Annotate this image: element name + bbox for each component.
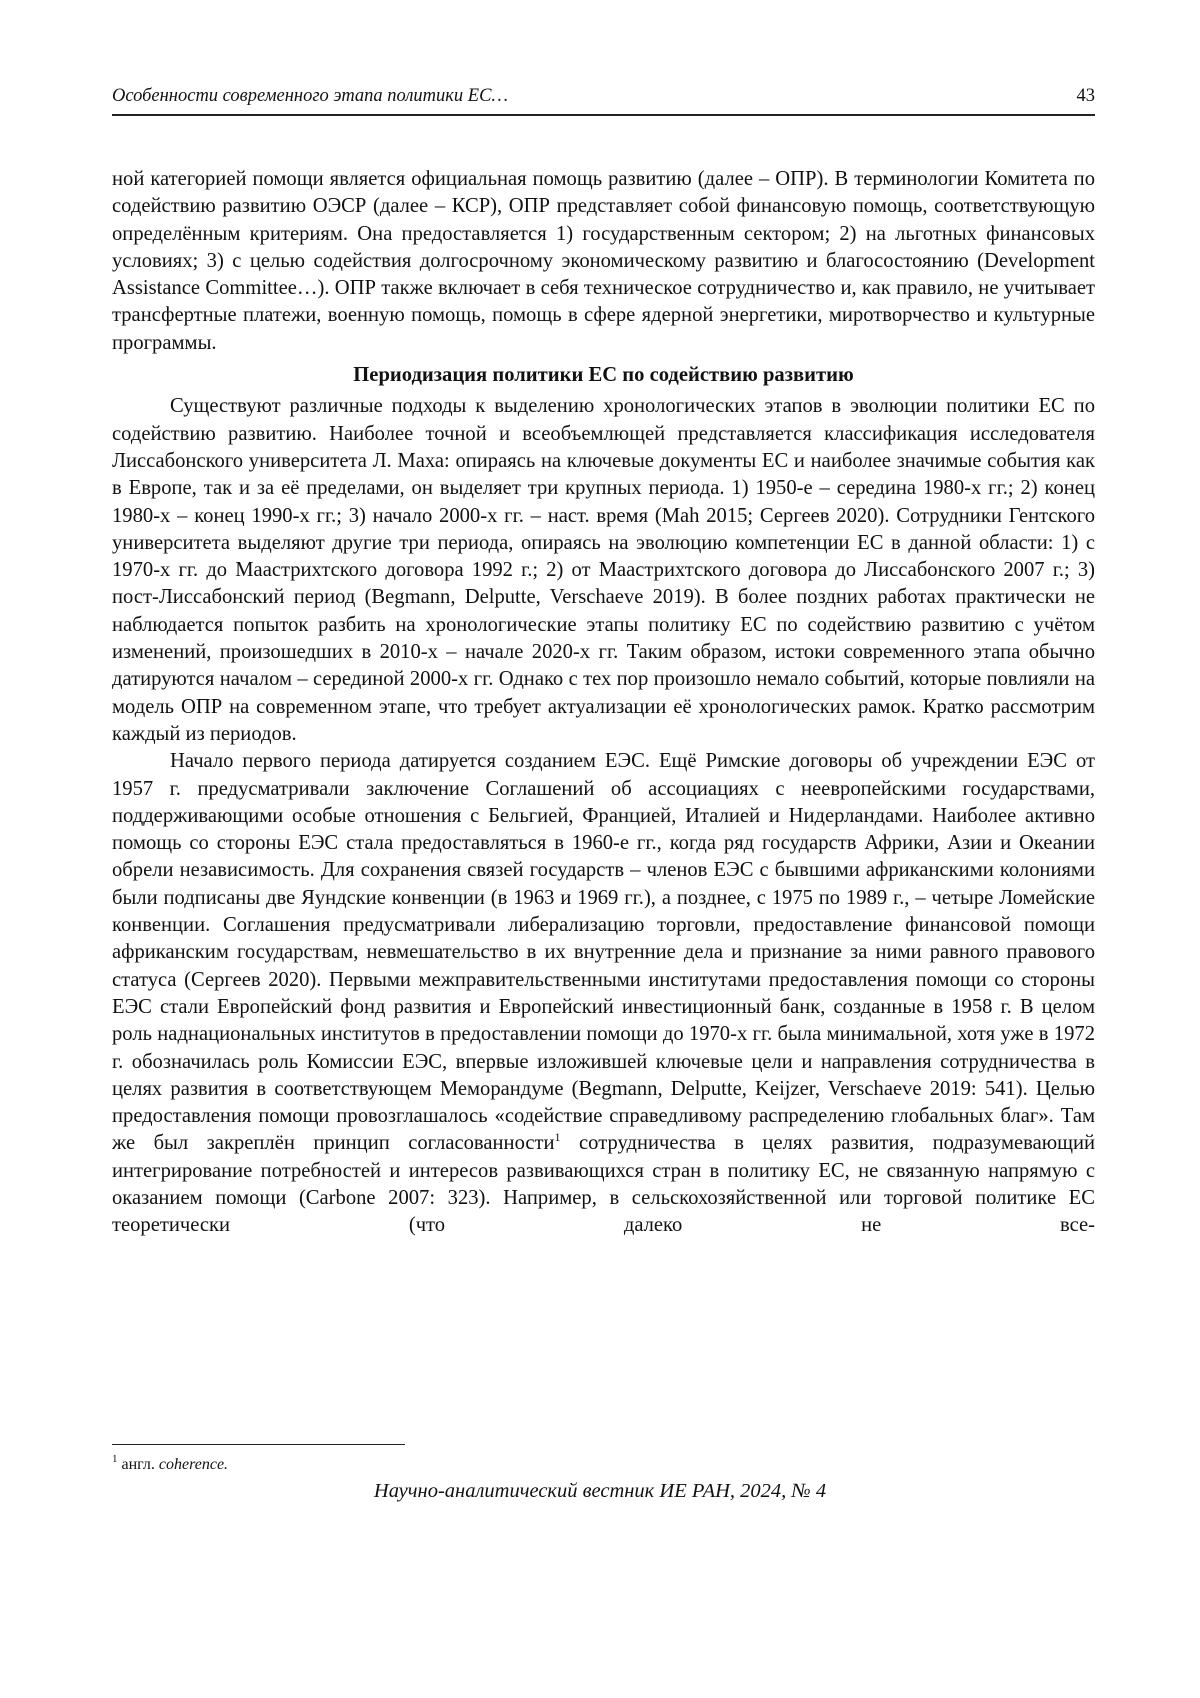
running-title: Особенности современного этапа политики ЕС…: [112, 86, 508, 106]
footnote-divider: [112, 1444, 405, 1445]
footnote-term: coherence.: [158, 1456, 229, 1473]
footnote-ref[interactable]: 1: [554, 1130, 561, 1145]
paragraph-periodization: Существуют различные подходы к выделению хронологических этапов в эволюции политики ЕС по содействию развитию. Наиболее точной и всеобъемлющей представляется классификация исследователя Лиссабонского университета Л. Маха: опираясь на ключевые документы ЕС и наиболее значимые события как в Европе, так и за её пределами, он выделяет три крупных периода. 1) 1950-е – середина 1980-х гг.; 2) конец 1980-х – конец 1990-х гг.; 3) начало 2000-х гг. – наст. время (Mah 2015; Сергеев 2020). Сотрудники Гентского университета выделяют другие три периода, опираясь на эволюцию компетенции ЕС в данной области: 1) с 1970-х гг. до Маастрихтского договора 1992 г.; 2) от Маастрихтского договора до Лиссабонского 2007 г.; 3) пост-Лиссабонский период (Begmann, Delputte, Verschaeve 2019). В более поздних работах практически не наблюдается попыток разбить на хронологические этапы политику ЕС по содействию развитию с учётом изменений, произошедших в 2010-х – начале 2020-х гг. Таким образом, истоки современного этапа обычно датируются началом – серединой 2000-х гг. Однако с тех пор произошло немало событий, которые повлияли на модель ОПР на современном этапе, что требует актуализации её хронологических рамок. Кратко рассмотрим каждый из периодов.: [112, 395, 1095, 745]
footnote-prefix: англ.: [121, 1456, 159, 1473]
running-header: [112, 84, 1095, 116]
section-heading: Периодизация политики ЕС по содействию развитию: [353, 364, 854, 387]
paragraph-first-period-text-a: Начало первого периода датируется созданием ЕЭС. Ещё Римские договоры об учреждении ЕЭС от 1957 г. предусматривали заключение Соглашений об ассоциациях с неевропейскими государствами, поддерживающими особые отношения с Бельгией, Францией, Италией и Нидерландами. Наиболее активно помощь со стороны ЕЭС стала предоставляться в 1960-е гг., когда ряд государств Африки, Азии и Океании обрели независимость. Для сохранения связей государств – членов ЕЭС с бывшими африканскими колониями были подписаны две Яундские конвенции (в 1963 и 1969 гг.), а позднее, с 1975 по 1989 г., – четыре Ломейские конвенции. Соглашения предусматривали либерализацию торговли, предоставление финансовой помощи африканским государствам, невмешательство в их внутренние дела и признание за ними равного правового статуса (Сергеев 2020). Первыми межправительственными институтами предоставления помощи со стороны ЕЭС стали Европейский фонд развития и Европейский инвестиционный банк, созданные в 1958 г. В целом роль наднациональных институтов в предоставлении помощи до 1970-х гг. была минимальной, хотя уже в 1972 г. обозначилась роль Комиссии ЕЭС, впервые изложившей ключевые цели и направления сотрудничества в целях развития в соответствующем Меморандуме (Begmann, Delputte, Keijzer, Verschaeve 2019: 541). Целью предоставления помощи провозглашалось «содействие справедливому распределению глобальных благ». Там же был закреплён принцип согласованности: [112, 750, 1095, 1155]
footnote: [112, 1453, 228, 1474]
page-number: 43: [1076, 86, 1095, 106]
article-body: [112, 166, 1095, 1240]
journal-footer: Научно-аналитический вестник ИЕ РАН, 2024, № 4: [373, 1480, 827, 1502]
footnote-number: 1: [112, 1453, 118, 1465]
paragraph-first-period-text-b: сотрудничества в целях развития, подразумевающий интегрирование потребностей и интересов развивающихся стран в политику ЕС, не связанную напрямую с оказанием помощи (Carbone 2007: 323). Например, в сельскохозяйственной или торговой политике ЕС теоретически (что далеко не все-: [112, 1132, 1095, 1237]
paragraph-continued: ной категорией помощи является официальная помощь развитию (далее – ОПР). В терминологии Комитета по содействию развитию ОЭСР (далее – КСР), ОПР представляет собой финансовую помощь, соответствующую определённым критериям. Она предоставляется 1) государственным сектором; 2) на льготных финансовых условиях; 3) с целью содействия долгосрочному экономическому развитию и благосостоянию (Development Assistance Committee…). ОПР также включает в себя техническое сотрудничество и, как правило, не учитывает трансфертные платежи, военную помощь, помощь в сфере ядерной энергетики, миротворчество и культурные программы.: [112, 168, 1095, 354]
paragraph-first-period: [112, 748, 1095, 1239]
